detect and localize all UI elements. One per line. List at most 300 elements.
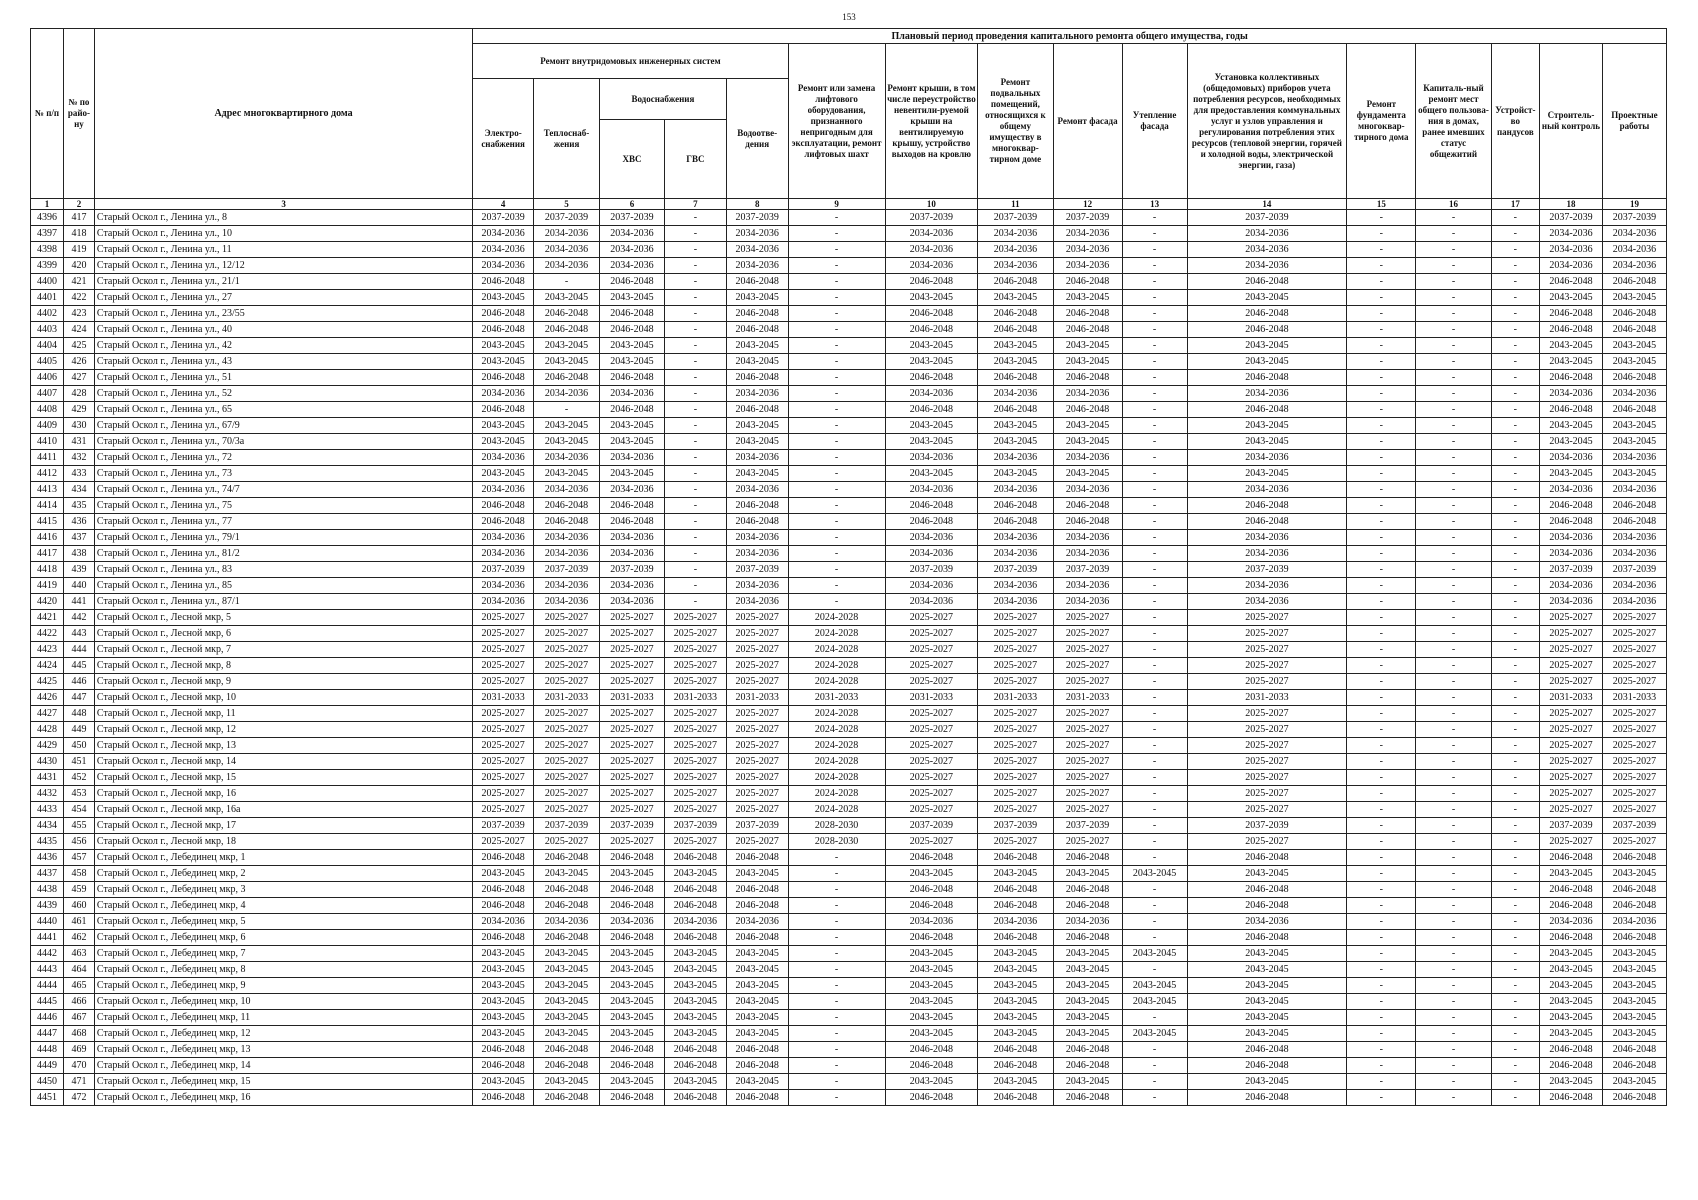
period-cell: - [788, 962, 885, 978]
period-cell: 2046-2048 [600, 850, 665, 866]
period-cell: 2025-2027 [664, 610, 726, 626]
row-number: 4445 [31, 994, 64, 1010]
table-row [31, 978, 1667, 994]
period-cell: 2025-2027 [726, 658, 788, 674]
period-cell: 2025-2027 [1053, 706, 1122, 722]
period-cell: 2025-2027 [1053, 610, 1122, 626]
period-cell: 2043-2045 [1602, 1074, 1666, 1090]
period-cell: 2025-2027 [1540, 610, 1603, 626]
period-cell: - [1491, 210, 1539, 226]
period-cell: - [788, 850, 885, 866]
period-cell: - [1416, 322, 1491, 338]
period-cell: 2043-2045 [664, 866, 726, 882]
period-cell: 2025-2027 [1540, 706, 1603, 722]
period-cell: - [1122, 898, 1187, 914]
period-cell: 2043-2045 [1602, 354, 1666, 370]
period-cell: 2046-2048 [534, 882, 600, 898]
period-cell: 2046-2048 [1540, 306, 1603, 322]
period-cell: 2046-2048 [600, 1058, 665, 1074]
district-number: 464 [63, 962, 94, 978]
period-cell: 2046-2048 [885, 1058, 978, 1074]
period-cell: - [1416, 1090, 1491, 1106]
period-cell: 2046-2048 [600, 882, 665, 898]
period-cell: 2025-2027 [885, 674, 978, 690]
period-cell: - [664, 274, 726, 290]
period-cell: 2025-2027 [978, 658, 1053, 674]
period-cell: 2046-2048 [534, 322, 600, 338]
row-number: 4424 [31, 658, 64, 674]
period-cell: 2025-2027 [1602, 770, 1666, 786]
period-cell: 2034-2036 [473, 530, 534, 546]
period-cell: 2025-2027 [1602, 786, 1666, 802]
period-cell: 2034-2036 [726, 482, 788, 498]
address-cell: Старый Оскол г., Лебединец мкр, 5 [94, 914, 472, 930]
period-cell: - [1416, 226, 1491, 242]
period-cell: - [1347, 482, 1416, 498]
period-cell: - [1347, 770, 1416, 786]
period-cell: - [1491, 898, 1539, 914]
address-cell: Старый Оскол г., Лебединец мкр, 16 [94, 1090, 472, 1106]
row-number: 4413 [31, 482, 64, 498]
period-cell: 2043-2045 [473, 1010, 534, 1026]
period-cell: - [1122, 322, 1187, 338]
table-row [31, 946, 1667, 962]
district-number: 429 [63, 402, 94, 418]
period-cell: 2043-2045 [978, 946, 1053, 962]
period-cell: 2025-2027 [473, 834, 534, 850]
period-cell: 2034-2036 [1602, 914, 1666, 930]
district-number: 440 [63, 578, 94, 594]
period-cell: 2043-2045 [726, 962, 788, 978]
row-number: 4450 [31, 1074, 64, 1090]
period-cell: 2043-2045 [726, 1010, 788, 1026]
period-cell: 2034-2036 [1602, 530, 1666, 546]
period-cell: - [1491, 546, 1539, 562]
period-cell: 2046-2048 [885, 498, 978, 514]
period-cell: 2025-2027 [885, 834, 978, 850]
header-hot-water: ГВС [664, 120, 726, 199]
period-cell: - [1122, 306, 1187, 322]
row-number: 4448 [31, 1042, 64, 1058]
period-cell: 2046-2048 [1053, 1090, 1122, 1106]
period-cell: - [1122, 834, 1187, 850]
period-cell: - [1122, 530, 1187, 546]
period-cell: 2046-2048 [534, 370, 600, 386]
row-number: 4399 [31, 258, 64, 274]
period-cell: 2025-2027 [1602, 626, 1666, 642]
period-cell: - [788, 402, 885, 418]
district-number: 439 [63, 562, 94, 578]
period-cell: - [1416, 610, 1491, 626]
period-cell: - [534, 274, 600, 290]
row-number: 4410 [31, 434, 64, 450]
period-cell: 2034-2036 [534, 386, 600, 402]
period-cell: 2025-2027 [1187, 786, 1347, 802]
period-cell: - [664, 258, 726, 274]
period-cell: 2043-2045 [885, 994, 978, 1010]
row-number: 4446 [31, 1010, 64, 1026]
period-cell: - [1491, 594, 1539, 610]
period-cell: - [1416, 706, 1491, 722]
period-cell: - [1122, 370, 1187, 386]
period-cell: - [664, 226, 726, 242]
period-cell: - [1491, 242, 1539, 258]
column-number: 2 [63, 199, 94, 210]
period-cell: 2046-2048 [885, 370, 978, 386]
period-cell: 2025-2027 [1187, 658, 1347, 674]
period-cell: - [1122, 802, 1187, 818]
header-no: № п/п [31, 29, 64, 199]
period-cell: - [1347, 594, 1416, 610]
period-cell: 2034-2036 [473, 914, 534, 930]
period-cell: 2037-2039 [1540, 210, 1603, 226]
period-cell: 2043-2045 [1187, 978, 1347, 994]
row-number: 4396 [31, 210, 64, 226]
period-cell: 2046-2048 [664, 850, 726, 866]
period-cell: 2046-2048 [1187, 1058, 1347, 1074]
period-cell: - [1416, 674, 1491, 690]
period-cell: 2043-2045 [534, 1026, 600, 1042]
period-cell: - [1416, 754, 1491, 770]
period-cell: 2043-2045 [664, 1010, 726, 1026]
period-cell: 2043-2045 [534, 434, 600, 450]
period-cell: 2043-2045 [534, 354, 600, 370]
period-cell: 2046-2048 [534, 498, 600, 514]
period-cell: 2043-2045 [1602, 994, 1666, 1010]
address-cell: Старый Оскол г., Лесной мкр, 11 [94, 706, 472, 722]
row-number: 4401 [31, 290, 64, 306]
period-cell: 2043-2045 [1187, 946, 1347, 962]
header-basement: Ремонт подвальных помещений, относящихся к общему имуществу в многоквар-тирном доме [978, 44, 1053, 199]
district-number: 444 [63, 642, 94, 658]
period-cell: 2037-2039 [1053, 210, 1122, 226]
period-cell: 2046-2048 [1540, 322, 1603, 338]
period-cell: 2025-2027 [473, 642, 534, 658]
period-cell: 2046-2048 [473, 1058, 534, 1074]
period-cell: 2043-2045 [600, 946, 665, 962]
period-cell: 2043-2045 [978, 466, 1053, 482]
period-cell: - [1347, 338, 1416, 354]
period-cell: 2025-2027 [473, 674, 534, 690]
period-cell: 2046-2048 [664, 882, 726, 898]
period-cell: 2043-2045 [885, 1074, 978, 1090]
district-number: 447 [63, 690, 94, 706]
period-cell: - [1347, 370, 1416, 386]
address-cell: Старый Оскол г., Лесной мкр, 16а [94, 802, 472, 818]
period-cell: 2043-2045 [534, 994, 600, 1010]
column-number: 5 [534, 199, 600, 210]
period-cell: 2043-2045 [1053, 1074, 1122, 1090]
district-number: 420 [63, 258, 94, 274]
period-cell: 2043-2045 [1187, 866, 1347, 882]
period-cell: 2025-2027 [1602, 722, 1666, 738]
period-cell: 2043-2045 [726, 338, 788, 354]
period-cell: - [1122, 514, 1187, 530]
period-cell: - [788, 450, 885, 466]
period-cell: 2025-2027 [473, 626, 534, 642]
period-cell: 2025-2027 [600, 770, 665, 786]
address-cell: Старый Оскол г., Лебединец мкр, 6 [94, 930, 472, 946]
period-cell: 2034-2036 [885, 386, 978, 402]
period-cell: 2025-2027 [1187, 834, 1347, 850]
period-cell: 2043-2045 [534, 418, 600, 434]
period-cell: 2043-2045 [473, 290, 534, 306]
period-cell: 2034-2036 [885, 546, 978, 562]
period-cell: - [1491, 578, 1539, 594]
period-cell: 2046-2048 [600, 274, 665, 290]
period-cell: 2034-2036 [1053, 258, 1122, 274]
period-cell: 2034-2036 [978, 386, 1053, 402]
period-cell: 2025-2027 [1602, 802, 1666, 818]
period-cell: 2043-2045 [1187, 354, 1347, 370]
period-cell: 2046-2048 [978, 930, 1053, 946]
period-cell: - [1122, 658, 1187, 674]
column-number: 10 [885, 199, 978, 210]
row-number: 4439 [31, 898, 64, 914]
period-cell: - [1122, 242, 1187, 258]
period-cell: 2034-2036 [978, 914, 1053, 930]
period-cell: 2043-2045 [1187, 434, 1347, 450]
period-cell: 2034-2036 [600, 914, 665, 930]
period-cell: 2046-2048 [1187, 1090, 1347, 1106]
period-cell: - [1347, 578, 1416, 594]
period-cell: - [1491, 290, 1539, 306]
table-row [31, 258, 1667, 274]
period-cell: 2034-2036 [885, 242, 978, 258]
period-cell: 2037-2039 [1187, 818, 1347, 834]
district-number: 422 [63, 290, 94, 306]
period-cell: - [1491, 994, 1539, 1010]
period-cell: 2025-2027 [600, 786, 665, 802]
period-cell: 2034-2036 [534, 530, 600, 546]
period-cell: - [664, 338, 726, 354]
period-cell: 2043-2045 [1053, 1010, 1122, 1026]
period-cell: 2037-2039 [726, 562, 788, 578]
period-cell: 2025-2027 [726, 642, 788, 658]
header-design-works: Проектные работы [1602, 44, 1666, 199]
period-cell: 2025-2027 [600, 626, 665, 642]
table-row [31, 658, 1667, 674]
period-cell: - [664, 306, 726, 322]
period-cell: - [788, 546, 885, 562]
period-cell: 2031-2033 [1602, 690, 1666, 706]
period-cell: - [1347, 722, 1416, 738]
period-cell: - [1491, 322, 1539, 338]
period-cell: 2043-2045 [664, 946, 726, 962]
period-cell: 2046-2048 [885, 514, 978, 530]
period-cell: 2046-2048 [978, 882, 1053, 898]
period-cell: 2025-2027 [885, 706, 978, 722]
period-cell: 2037-2039 [1053, 562, 1122, 578]
period-cell: 2043-2045 [1187, 466, 1347, 482]
period-cell: 2025-2027 [600, 754, 665, 770]
period-cell: - [1491, 306, 1539, 322]
period-cell: 2037-2039 [1540, 562, 1603, 578]
period-cell: 2043-2045 [534, 962, 600, 978]
period-cell: - [1347, 1042, 1416, 1058]
period-cell: - [664, 594, 726, 610]
period-cell: 2037-2039 [1602, 818, 1666, 834]
period-cell: 2025-2027 [664, 834, 726, 850]
period-cell: - [1491, 466, 1539, 482]
period-cell: - [1347, 626, 1416, 642]
period-cell: 2046-2048 [726, 1058, 788, 1074]
period-cell: 2025-2027 [600, 802, 665, 818]
address-cell: Старый Оскол г., Ленина ул., 52 [94, 386, 472, 402]
period-cell: 2043-2045 [1053, 994, 1122, 1010]
period-cell: 2046-2048 [1540, 1058, 1603, 1074]
period-cell: 2025-2027 [1540, 802, 1603, 818]
period-cell: 2034-2036 [473, 386, 534, 402]
period-cell: - [1491, 834, 1539, 850]
period-cell: 2046-2048 [664, 1090, 726, 1106]
period-cell: 2043-2045 [1053, 866, 1122, 882]
table-row [31, 770, 1667, 786]
period-cell: 2025-2027 [978, 626, 1053, 642]
period-cell: 2043-2045 [1122, 946, 1187, 962]
period-cell: 2031-2033 [788, 690, 885, 706]
period-cell: - [1416, 690, 1491, 706]
period-cell: 2034-2036 [978, 578, 1053, 594]
district-number: 426 [63, 354, 94, 370]
period-cell: 2046-2048 [726, 1042, 788, 1058]
period-cell: - [1491, 1090, 1539, 1106]
period-cell: 2025-2027 [534, 738, 600, 754]
period-cell: - [1491, 338, 1539, 354]
address-cell: Старый Оскол г., Ленина ул., 87/1 [94, 594, 472, 610]
period-cell: 2046-2048 [1602, 306, 1666, 322]
period-cell: 2046-2048 [885, 322, 978, 338]
period-cell: 2034-2036 [534, 226, 600, 242]
table-row [31, 242, 1667, 258]
period-cell: 2046-2048 [978, 1090, 1053, 1106]
period-cell: - [1347, 850, 1416, 866]
period-cell: - [1491, 402, 1539, 418]
header-heat: Теплоснаб-жения [534, 79, 600, 199]
period-cell: - [1416, 818, 1491, 834]
period-cell: - [1416, 370, 1491, 386]
period-cell: - [1122, 354, 1187, 370]
period-cell: - [1491, 418, 1539, 434]
period-cell: - [1416, 866, 1491, 882]
period-cell: - [1491, 738, 1539, 754]
period-cell: 2046-2048 [1053, 1058, 1122, 1074]
period-cell: 2034-2036 [1540, 914, 1603, 930]
header-foundation: Ремонт фундамента многоквар-тирного дома [1347, 44, 1416, 199]
period-cell: 2025-2027 [664, 802, 726, 818]
period-cell: - [1347, 258, 1416, 274]
period-cell: 2046-2048 [1053, 306, 1122, 322]
period-cell: 2043-2045 [1187, 418, 1347, 434]
period-cell: 2046-2048 [1187, 882, 1347, 898]
period-cell: 2043-2045 [1187, 338, 1347, 354]
district-number: 468 [63, 1026, 94, 1042]
column-number: 14 [1187, 199, 1347, 210]
period-cell: 2043-2045 [1540, 1026, 1603, 1042]
period-cell: 2043-2045 [1602, 866, 1666, 882]
header-planned-period: Плановый период проведения капитального ремонта общего имущества, годы [473, 29, 1667, 44]
row-number: 4441 [31, 930, 64, 946]
period-cell: 2046-2048 [1540, 402, 1603, 418]
period-cell: 2034-2036 [534, 546, 600, 562]
period-cell: 2046-2048 [534, 1090, 600, 1106]
row-number: 4400 [31, 274, 64, 290]
period-cell: 2034-2036 [1053, 450, 1122, 466]
period-cell: - [1491, 450, 1539, 466]
period-cell: - [664, 546, 726, 562]
table-row [31, 402, 1667, 418]
period-cell: 2043-2045 [726, 978, 788, 994]
period-cell: 2037-2039 [1187, 562, 1347, 578]
period-cell: - [1491, 706, 1539, 722]
period-cell: 2025-2027 [726, 722, 788, 738]
period-cell: 2043-2045 [473, 1074, 534, 1090]
period-cell: - [1416, 658, 1491, 674]
period-cell: - [1491, 690, 1539, 706]
period-cell: 2025-2027 [978, 738, 1053, 754]
period-cell: 2046-2048 [534, 1058, 600, 1074]
period-cell: 2046-2048 [1187, 1042, 1347, 1058]
period-cell: - [788, 562, 885, 578]
period-cell: 2043-2045 [664, 962, 726, 978]
column-number: 13 [1122, 199, 1187, 210]
table-row [31, 1074, 1667, 1090]
district-number: 454 [63, 802, 94, 818]
period-cell: 2046-2048 [1187, 306, 1347, 322]
period-cell: 2034-2036 [1602, 226, 1666, 242]
period-cell: - [1122, 1090, 1187, 1106]
district-number: 419 [63, 242, 94, 258]
period-cell: 2043-2045 [1540, 1010, 1603, 1026]
period-cell: - [788, 258, 885, 274]
period-cell: - [1347, 834, 1416, 850]
period-cell: 2046-2048 [1540, 1090, 1603, 1106]
row-number: 4408 [31, 402, 64, 418]
period-cell: 2046-2048 [600, 402, 665, 418]
period-cell: 2025-2027 [1187, 770, 1347, 786]
period-cell: 2043-2045 [1187, 1074, 1347, 1090]
period-cell: 2025-2027 [534, 834, 600, 850]
period-cell: 2037-2039 [473, 562, 534, 578]
period-cell: 2043-2045 [600, 1010, 665, 1026]
period-cell: 2046-2048 [726, 882, 788, 898]
district-number: 470 [63, 1058, 94, 1074]
period-cell: 2046-2048 [726, 322, 788, 338]
header-ramps: Устройст-во пандусов [1491, 44, 1539, 199]
period-cell: - [1491, 1010, 1539, 1026]
table-row [31, 482, 1667, 498]
period-cell: 2043-2045 [885, 354, 978, 370]
row-number: 4434 [31, 818, 64, 834]
period-cell: - [664, 482, 726, 498]
period-cell: - [1347, 962, 1416, 978]
period-cell: 2046-2048 [1602, 882, 1666, 898]
district-number: 427 [63, 370, 94, 386]
address-cell: Старый Оскол г., Лесной мкр, 10 [94, 690, 472, 706]
period-cell: 2046-2048 [1602, 1042, 1666, 1058]
period-cell: 2025-2027 [534, 802, 600, 818]
period-cell: - [1491, 434, 1539, 450]
period-cell: 2046-2048 [885, 306, 978, 322]
period-cell: - [1347, 738, 1416, 754]
district-number: 471 [63, 1074, 94, 1090]
table-row [31, 754, 1667, 770]
column-number: 12 [1053, 199, 1122, 210]
period-cell: 2043-2045 [1602, 434, 1666, 450]
period-cell: 2043-2045 [534, 338, 600, 354]
row-number: 4398 [31, 242, 64, 258]
period-cell: 2043-2045 [1053, 1026, 1122, 1042]
